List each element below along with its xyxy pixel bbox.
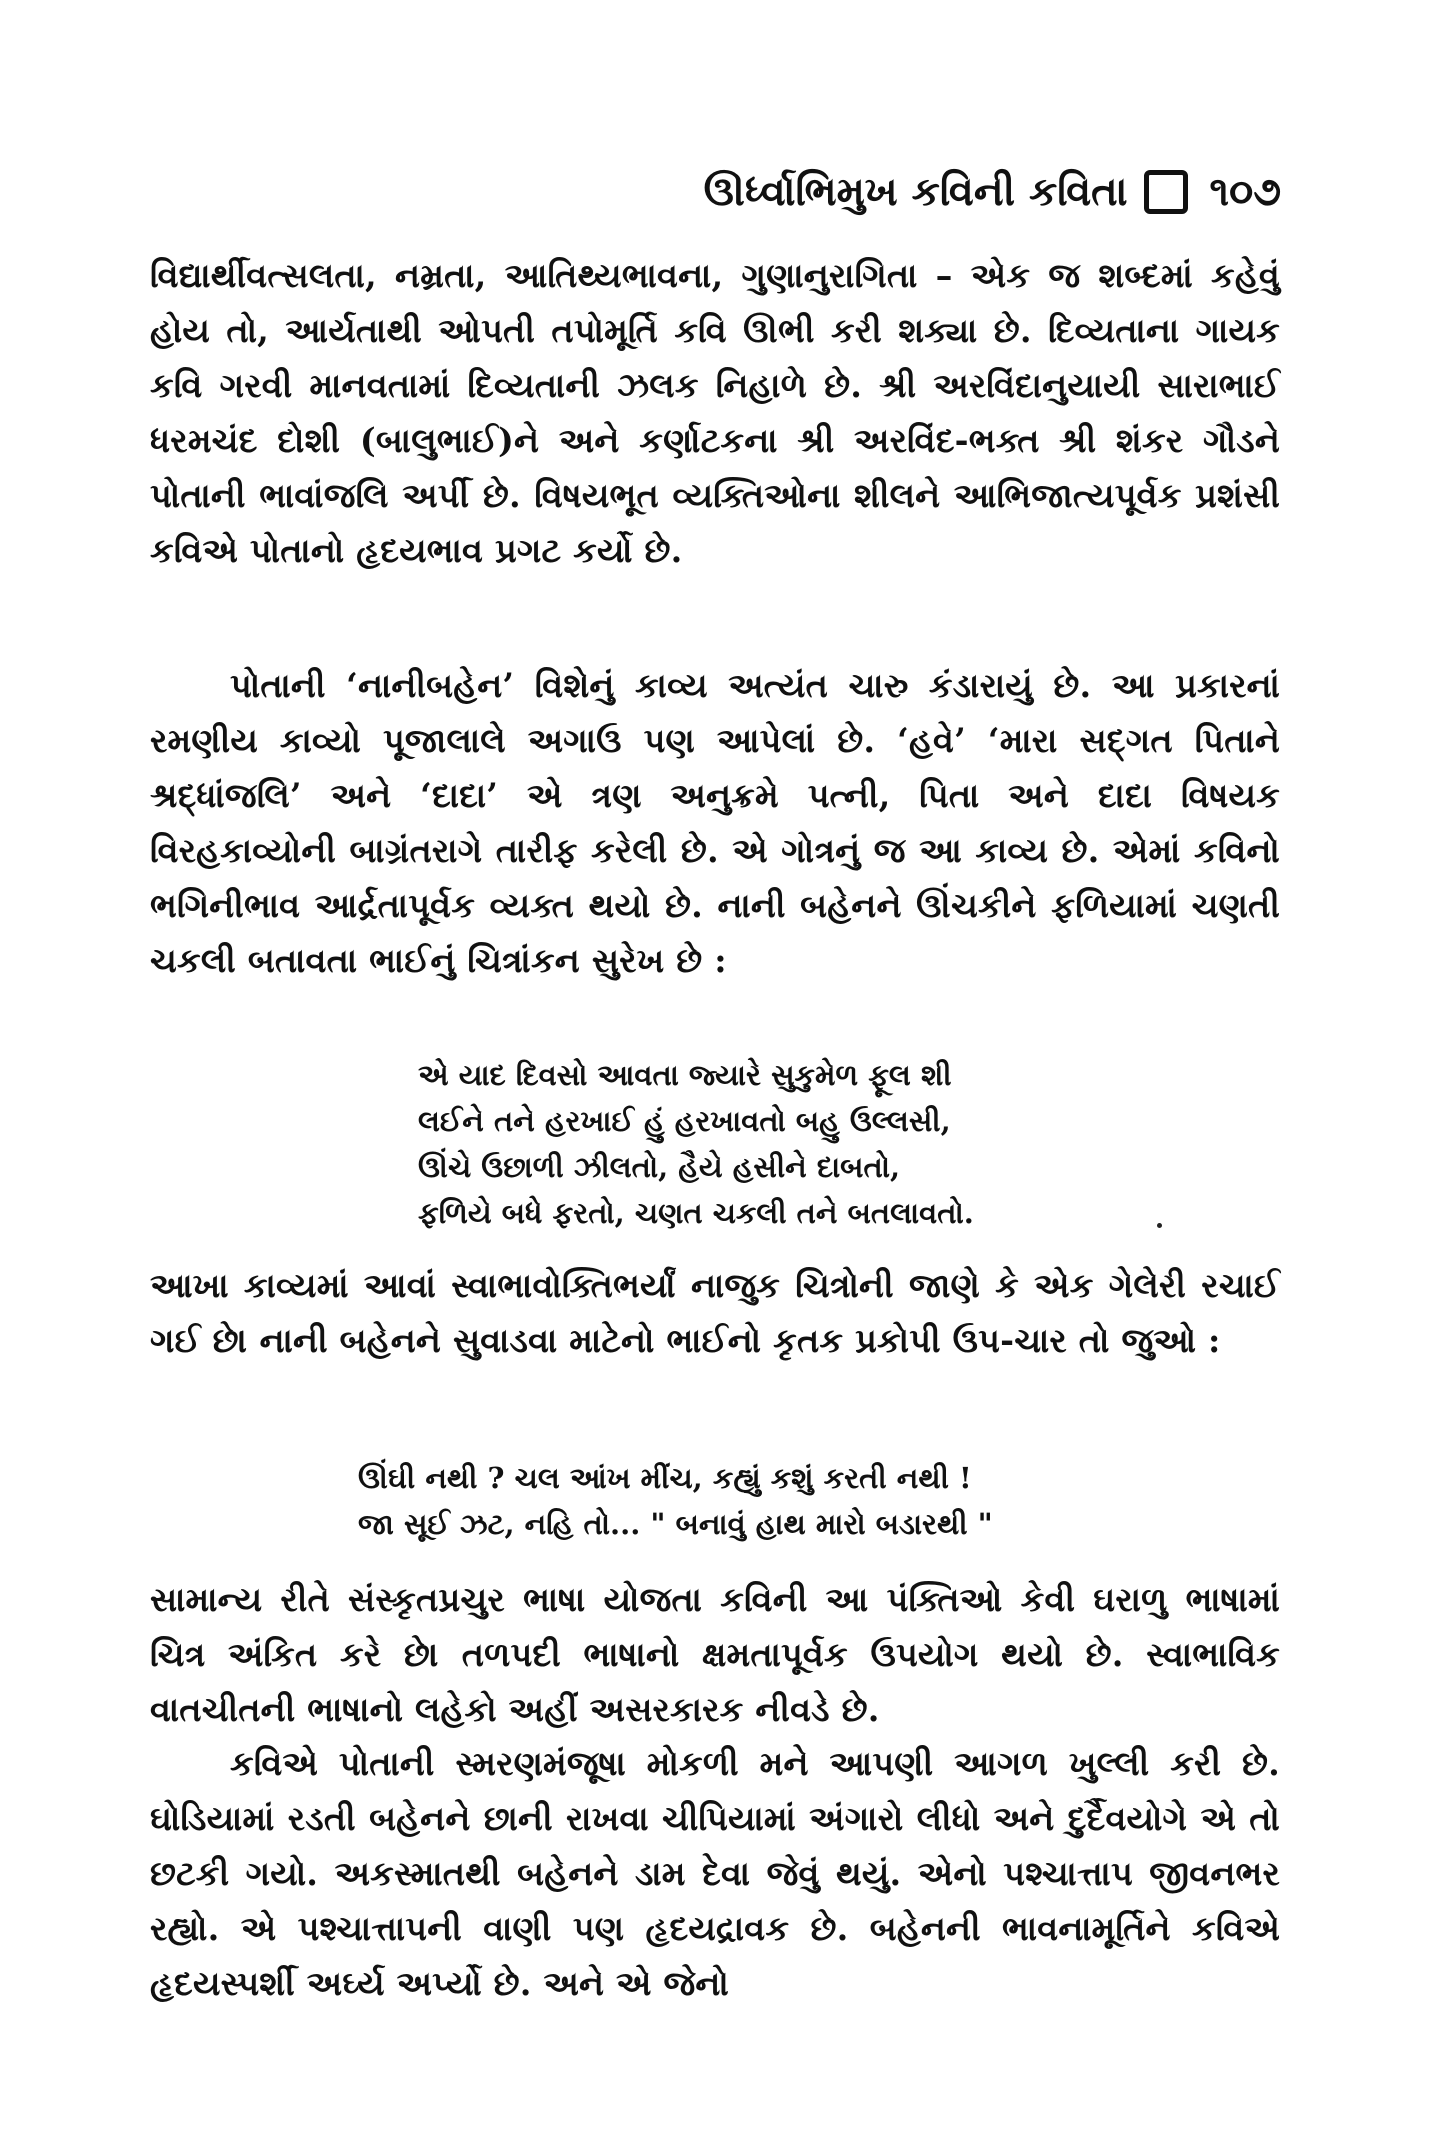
paragraph-2-text: પોતાની ‘નાનીબહેન’ વિશેનું કાવ્ય અત્યંત ચારુ કંડારાયું છે. આ પ્રકારનાં રમણીય કાવ્યો પૂજાલાલે અગાઉ પણ આપેલાં છે. ‘હવે’ ‘મારા સદ્ગત પિતાને શ્રદ્ધાંજલિ’ અને ‘દાદા’ એ ત્રણ અનુક્રમે પત્ની, પિતા અને દાદા વિષયક વિરહકાવ્યોની બાગ્રંતરાગે તારીફ કરેલી છે. એ ગોત્રનું જ આ કાવ્ય છે. એમાં કવિનો ભગિનીભાવ આર્દ્રતાપૂર્વક વ્યક્ત થયો છે. નાની બહેનને ઊંચકીને ફળિયામાં ચણતી ચકલી બતાવતા ભાઈનું ચિત્રાંકન સુરેખ છે : (150, 666, 1280, 980)
verse-1-line-1: એ યાદ દિવસો આવતા જ્યારે સુકુમેળ ફૂલ શી (418, 1058, 952, 1092)
paragraph-1 (150, 248, 1280, 578)
paragraph-4-text: સામાન્ય રીતે સંસ્કૃતપ્રચુર ભાષા યોજતા કવિની આ પંક્તિઓ કેવી ઘરાળુ ભાષામાં ચિત્ર અંકિત કરે છે। તળપદી ભાષાનો ક્ષમતાપૂર્વક ઉપયોગ થયો છે. સ્વાભાવિક વાતચીતની ભાષાનો લહેકો અહીં અસરકારક નીવડે છે. (150, 1580, 1280, 1729)
verse-2-line-2: જા સૂઈ ઝટ, નહિ તો... " બનાવું હાથ મારો બડારથી " (358, 1507, 993, 1541)
verse-1-line-3: ઊંચે ઉછાળી ઝીલતો, હૈયે હસીને દાબતો, (418, 1150, 901, 1184)
verse-1-line-4: ફળિયે બધે ફરતો, ચણત ચકલી તને બતલાવતો. (418, 1196, 974, 1230)
page-number: ૧૦૭ (1209, 168, 1281, 215)
verse-block-1 (418, 1052, 974, 1236)
header-box-ornament (1144, 170, 1188, 214)
verse-block-2 (358, 1455, 993, 1547)
running-title: ઊર્ધ્વાભિમુખ કવિની કવિતા (703, 168, 1128, 215)
verse-2-line-1: ઊંઘી નથી ? ચલ આંખ મીંચ, કહ્યું કશું કરતી નથી ! (358, 1461, 972, 1495)
paragraph-3 (150, 1258, 1280, 1368)
paragraph-3-text: આખા કાવ્યમાં આવાં સ્વાભાવોક્તિભર્યાં નાજુક ચિત્રોની જાણે કે એક ગેલેરી રચાઈ ગઈ છે। નાની બહેનને સુવાડવા માટેનો ભાઈનો કૃતક પ્રકોપી ઉપ-ચાર તો જુઓ : (150, 1266, 1280, 1360)
running-header (704, 168, 1281, 215)
paragraph-5 (150, 1736, 1280, 2011)
verse-1-line-2: લઈને તને હરખાઈ હું હરખાવતો બહુ ઉલ્લસી, (418, 1104, 951, 1138)
paragraph-1-text: વિદ્યાર્થીવત્સલતા, નમ્રતા, આતિથ્યભાવના, ગુણાનુરાગિતા – એક જ શબ્દમાં કહેવું હોય તો, આર્યતાથી ઓપતી તપોમૂર્તિ કવિ ઊભી કરી શક્યા છે. દિવ્યતાના ગાયક કવિ ગરવી માનવતામાં દિવ્યતાની ઝલક નિહાળે છે. શ્રી અરવિંદાનુયાયી સારાભાઈ ધરમચંદ દોશી (બાલુભાઈ)ને અને કર્ણાટકના શ્રી અરવિંદ-ભક્ત શ્રી શંકર ગૌડને પોતાની ભાવાંજલિ અર્પી છે. વિષયભૂત વ્યક્તિઓના શીલને આભિજાત્યપૂર્વક પ્રશંસી કવિએ પોતાનો હૃદયભાવ પ્રગટ કર્યો છે. (150, 256, 1280, 570)
stray-mark (1157, 1223, 1162, 1228)
paragraph-4 (150, 1572, 1280, 1737)
paragraph-2 (150, 658, 1280, 988)
paragraph-5-text: કવિએ પોતાની સ્મરણમંજૂષા મોકળી મને આપણી આગળ ખુલ્લી કરી છે. ઘોડિયામાં રડતી બહેનને છાની રાખવા ચીપિયામાં અંગારો લીધો અને દુર્દૈવયોગે એ તો છટકી ગયો. અકસ્માતથી બહેનને ડામ દેવા જેવું થયું. એનો પશ્ચાત્તાપ જીવનભર રહ્યો. એ પશ્ચાત્તાપની વાણી પણ હૃદયદ્રાવક છે. બહેનની ભાવનામૂર્તિને કવિએ હૃદયસ્પર્શી અર્ઘ્ય અર્પ્યો છે. અને એ જેનો (150, 1744, 1280, 2003)
